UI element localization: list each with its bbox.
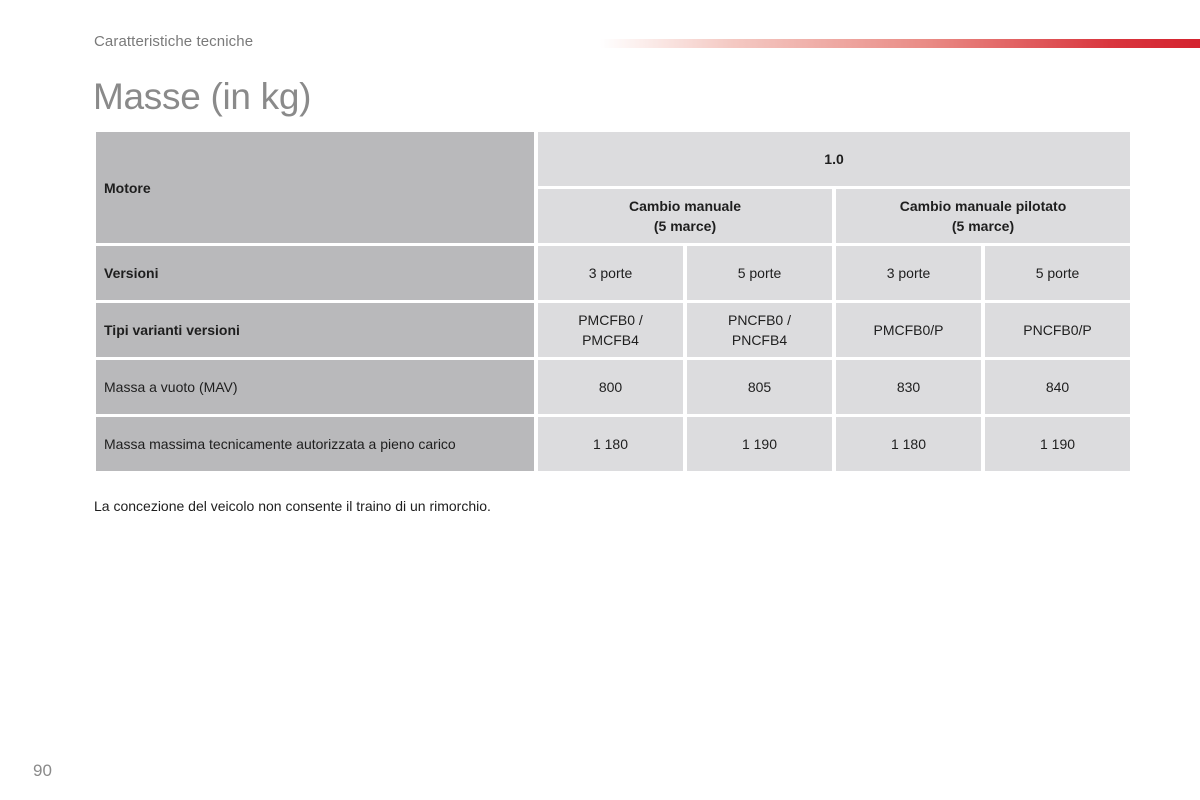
footnote: La concezione del veicolo non consente il traino di un rimorchio. xyxy=(94,498,491,514)
gearbox-name: Cambio manuale pilotato xyxy=(899,198,1067,214)
value-cell xyxy=(985,417,1130,471)
value-cell xyxy=(687,303,832,357)
gearbox-name: Cambio manuale xyxy=(628,198,742,214)
cell-text-line: 3 porte xyxy=(588,265,633,281)
value-cell xyxy=(836,360,981,414)
cell-text-line: 840 xyxy=(1045,379,1070,395)
cell-text-line: 800 xyxy=(598,379,623,395)
cell-text-line: 1 190 xyxy=(1039,436,1076,452)
cell-text-line: 3 porte xyxy=(886,265,931,281)
value-cell xyxy=(985,303,1130,357)
table-header-row-engine xyxy=(96,132,1130,186)
page-title: Masse (in kg) xyxy=(93,76,312,117)
cell-text-line: PNCFB0/P xyxy=(1023,322,1092,338)
motore-label-cell: Motore xyxy=(96,132,534,243)
value-cell xyxy=(836,303,981,357)
cell-text-line: 1 180 xyxy=(890,436,927,452)
cell-text-line: PMCFB4 xyxy=(582,332,639,348)
value-cell xyxy=(836,246,981,300)
gearbox-cell-piloted xyxy=(836,189,1130,243)
table-row xyxy=(96,417,1130,471)
value-cell xyxy=(985,360,1130,414)
cell-text-line: 830 xyxy=(896,379,921,395)
gearbox-cell-manual xyxy=(538,189,832,243)
cell-text-line: 5 porte xyxy=(1035,265,1080,281)
value-cell xyxy=(538,417,683,471)
gearbox-gears: (5 marce) xyxy=(653,218,717,234)
value-cell xyxy=(836,417,981,471)
row-label-cell: Massa massima tecnicamente autorizzata a pieno carico xyxy=(96,417,534,471)
value-cell xyxy=(538,360,683,414)
row-label-cell: Versioni xyxy=(96,246,534,300)
value-cell xyxy=(687,417,832,471)
value-cell xyxy=(687,246,832,300)
gearbox-gears: (5 marce) xyxy=(951,218,1015,234)
cell-text-line: PMCFB0/P xyxy=(873,322,944,338)
table-row xyxy=(96,360,1130,414)
table-row xyxy=(96,246,1130,300)
page-number: 90 xyxy=(33,761,52,780)
value-cell xyxy=(687,360,832,414)
value-cell xyxy=(538,246,683,300)
cell-text-line: 805 xyxy=(747,379,772,395)
mass-spec-table xyxy=(92,129,1134,474)
value-cell xyxy=(985,246,1130,300)
cell-text-line: PNCFB0 / xyxy=(727,312,791,328)
cell-text-line: 5 porte xyxy=(737,265,782,281)
value-cell xyxy=(538,303,683,357)
cell-text-line: 1 190 xyxy=(741,436,778,452)
cell-text-line: PNCFB4 xyxy=(731,332,788,348)
row-label-cell: Massa a vuoto (MAV) xyxy=(96,360,534,414)
cell-text-line: PMCFB0 / xyxy=(578,312,643,328)
engine-cell: 1.0 xyxy=(538,132,1130,186)
header-accent-bar xyxy=(600,39,1200,48)
cell-text-line: 1 180 xyxy=(592,436,629,452)
table-row xyxy=(96,303,1130,357)
row-label-cell: Tipi varianti versioni xyxy=(96,303,534,357)
section-label: Caratteristiche tecniche xyxy=(94,33,254,50)
